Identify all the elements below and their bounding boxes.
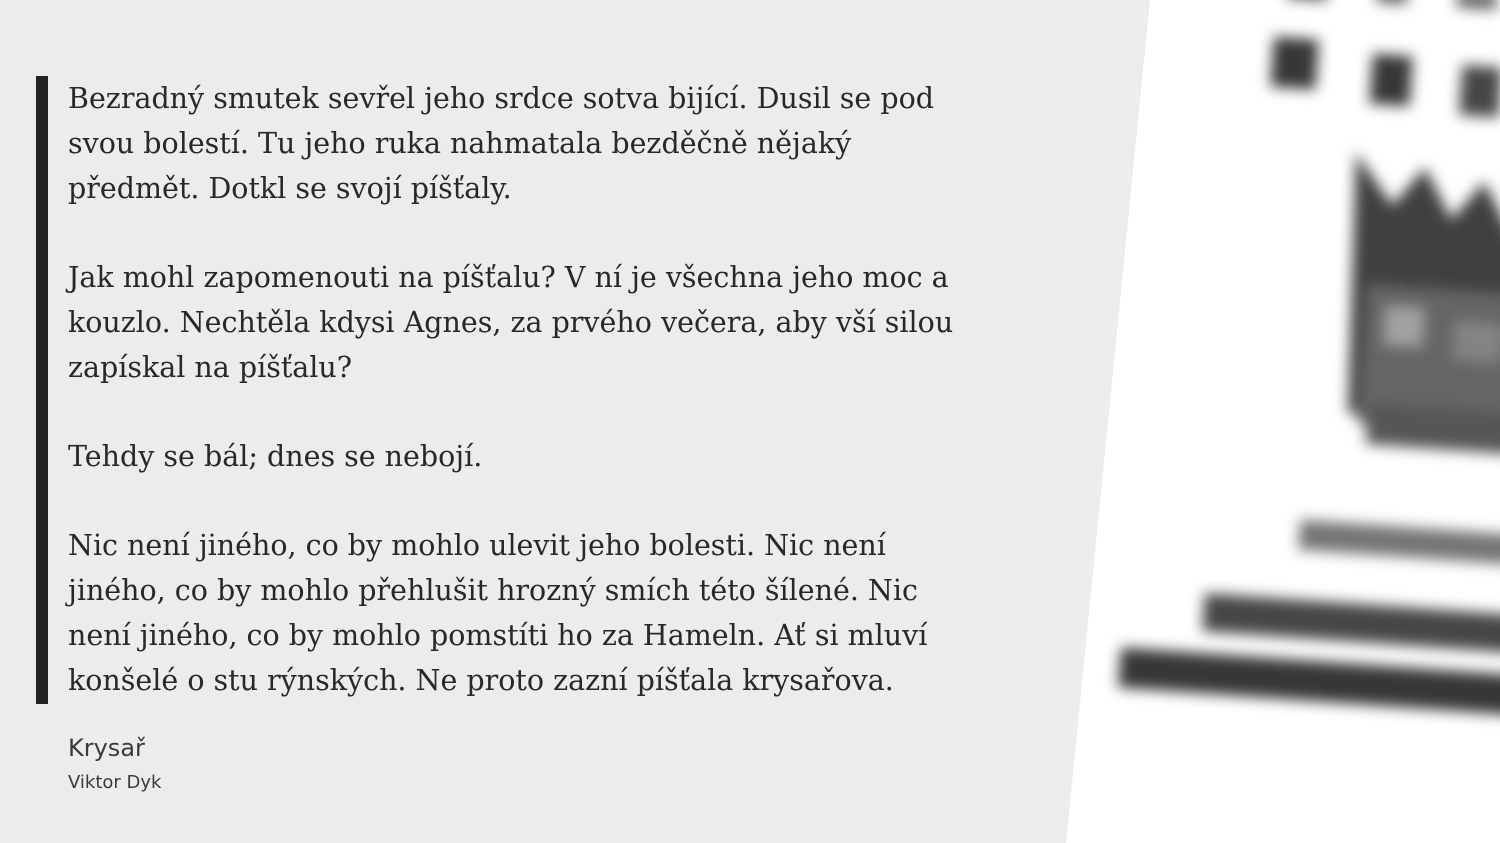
- quote-text: [68, 76, 978, 703]
- book-author: Viktor Dyk: [68, 772, 162, 793]
- quote-paragraph: Tehdy se bál; dnes se nebojí.: [68, 440, 483, 473]
- quote-accent-bar: [36, 76, 48, 704]
- quote-paragraph: Jak mohl zapomenouti na píšťalu? V ní je všechna jeho moc a kouzlo. Nechtěla kdysi Agnes, za prvého večera, aby vší silou zapískal na píšťalu?: [68, 261, 954, 384]
- book-title: Krysař: [68, 734, 145, 762]
- quote-paragraph: Bezradný smutek sevřel jeho srdce sotva bijící. Dusil se pod svou bolestí. Tu jeho ruka nahmatala bezděčně nějaký předmět. Dotkl se svojí píšťaly.: [68, 82, 934, 205]
- quote-paragraph: Nic není jiného, co by mohlo ulevit jeho bolesti. Nic není jiného, co by mohlo přehlušit hrozný smích této šílené. Nic není jiného, co by mohlo pomstíti ho za Hameln. Ať si mluví konšelé o stu rýnských. Ne proto zazní píšťala krysařova.: [68, 529, 928, 697]
